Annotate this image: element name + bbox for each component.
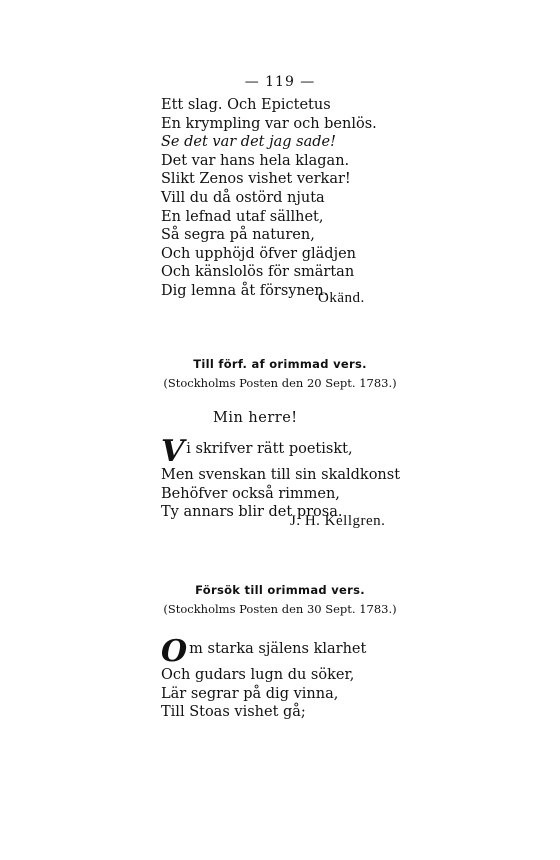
poem-line: Dig lemna åt försynen. <box>161 282 329 299</box>
poem-line: Vill du då ostörd njuta <box>161 189 325 206</box>
poem-line-text: m starka själens klarhet <box>189 641 367 657</box>
poem-okand <box>161 96 377 301</box>
poem-line: Och känslolös för smärtan <box>161 264 355 281</box>
signature-kellgren: J. H. Kellgren. <box>290 513 386 529</box>
poem-line: Det var hans hela klagan. <box>161 152 350 169</box>
section-heading: Försök till orimmad vers. <box>195 583 365 597</box>
poem-line: Ty annars blir det prosa. <box>161 504 343 521</box>
poem-line: Se det var det jag sade! <box>161 134 336 151</box>
poem-line: Ett slag. Och Epictetus <box>161 97 331 113</box>
poem-line: Slikt Zenos vishet verkar! <box>161 171 351 188</box>
poem-line: Men svenskan till sin skaldkonst <box>161 467 401 483</box>
poem-line <box>161 434 400 469</box>
poem-line: Och gudars lugn du söker, <box>161 667 355 683</box>
poem-line-text: i skrifver rätt poetiskt, <box>186 441 353 457</box>
section-source: (Stockholms Posten den 30 Sept. 1783.) <box>163 602 397 616</box>
poem-forsok <box>161 634 367 722</box>
section-heading: Till förf. af orimmad vers. <box>193 357 367 371</box>
poem-kellgren <box>161 434 401 522</box>
poem-line: Till Stoas vishet gå; <box>161 704 306 721</box>
drop-cap: V <box>161 434 185 469</box>
drop-cap: O <box>161 634 188 669</box>
poem-line: Och upphöjd öfver glädjen <box>161 245 356 262</box>
signature-okand: Okänd. <box>318 290 365 306</box>
page-number: — 119 — <box>244 74 316 90</box>
poem-line: En krympling var och benlös. <box>161 115 377 132</box>
poem-line: En lefnad utaf sällhet, <box>161 208 324 225</box>
poem-line: Lär segrar på dig vinna, <box>161 685 339 702</box>
section-source: (Stockholms Posten den 20 Sept. 1783.) <box>163 376 397 390</box>
greeting: Min herre! <box>213 410 298 426</box>
poem-line <box>161 634 367 669</box>
poem-line: Så segra på naturen, <box>161 227 315 244</box>
poem-line: Behöfver också rimmen, <box>161 485 340 502</box>
